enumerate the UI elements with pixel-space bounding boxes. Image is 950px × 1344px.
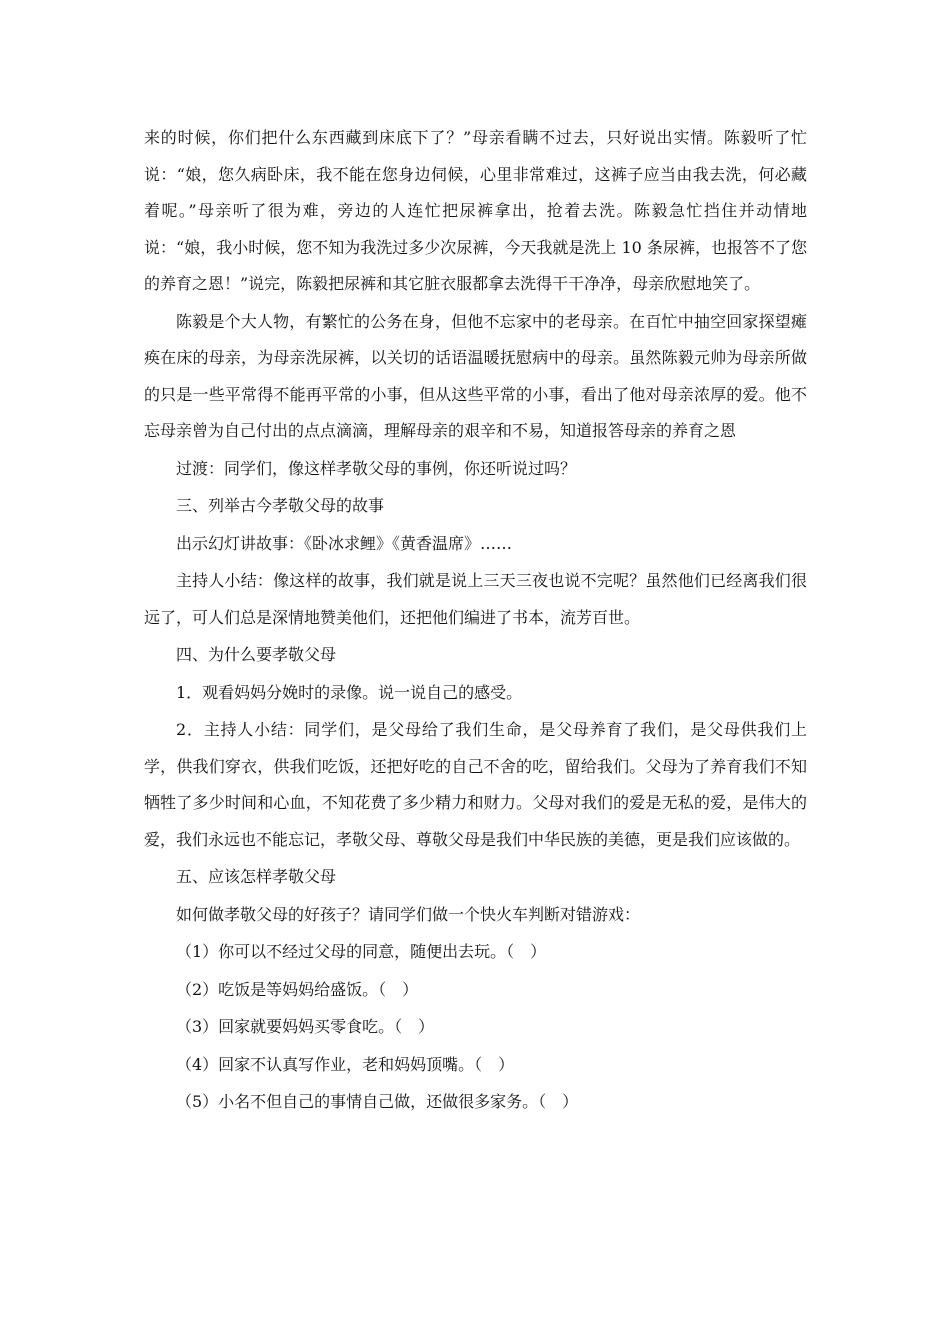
paragraph-transition: 过渡：同学们，像这样孝敬父母的事例，你还听说过吗？ bbox=[176, 458, 577, 478]
document-body bbox=[144, 119, 807, 1121]
section-heading-3: 三、列举古今孝敬父母的故事 bbox=[176, 496, 385, 515]
quiz-item-2: （2）吃饭是等妈妈给盛饭。（ ） bbox=[176, 979, 419, 999]
quiz-item-3: （3）回家就要妈妈买零食吃。（ ） bbox=[176, 1017, 435, 1036]
paragraph-chen-yi-summary: 陈毅是个大人物，有繁忙的公务在身，但他不忘家中的老母亲。在百忙中抽空回家探望瘫痪在床的母亲，为母亲洗尿裤，以关切的话语温暖抚慰病中的母亲。虽然陈毅元帅为母亲所做的只是一些平常得不能再平常的小事，但从这些平常的小事，看出了他对母亲浓厚的爱。他不忘母亲曾为自己付出的点点滴滴，理解母亲的艰辛和不易，知道报答母亲的养育之恩 bbox=[144, 311, 807, 440]
list-item-2: 2．主持人小结：同学们，是父母给了我们生命，是父母养育了我们，是父母供我们上学，供我们穿衣，供我们吃饭，还把好吃的自己不舍的吃，留给我们。父母为了养育我们不知牺牲了多少时间和心血，不知花费了多少精力和财力。父母对我们的爱是无私的爱，是伟大的爱，我们永远也不能忘记，孝敬父母、尊敬父母是我们中华民族的美德，更是我们应该做的。 bbox=[144, 720, 807, 849]
quiz-item-5: （5）小名不但自己的事情自己做，还做很多家务。（ ） bbox=[176, 1092, 579, 1111]
section-heading-5: 五、应该怎样孝敬父母 bbox=[176, 867, 337, 886]
paragraph-slideshow-stories: 出示幻灯讲故事：《卧冰求鲤》《黄香温席》…… bbox=[176, 533, 513, 553]
paragraph-game-intro: 如何做孝敬父母的好孩子？请同学们做一个快火车判断对错游戏： bbox=[176, 904, 641, 924]
list-item-1: 1．观看妈妈分娩时的录像。说一说自己的感受。 bbox=[176, 682, 523, 702]
paragraph-host-summary-1: 主持人小结：像这样的故事，我们就是说上三天三夜也说不完呢？虽然他们已经离我们很远了，可人们总是深情地赞美他们，还把他们编进了书本，流芳百世。 bbox=[144, 571, 807, 627]
quiz-item-4: （4）回家不认真写作业，老和妈妈顶嘴。（ ） bbox=[176, 1054, 515, 1074]
paragraph-chen-yi-story-end: 来的时候，你们把什么东西藏到床底下了？”母亲看瞒不过去，只好说出实情。陈毅听了忙说：“娘，您久病卧床，我不能在您身边伺候，心里非常难过，这裤子应当由我去洗，何必藏着呢。”母亲听了很为难，旁边的人连忙把尿裤拿出，抢着去洗。陈毅急忙挡住并动情地说：“娘，我小时候，您不知为我洗过多少次尿裤，今天我就是洗上 10 条尿裤，也报答不了您的养育之恩！”说完，陈毅把尿裤和其它脏衣服都拿去洗得干干净净，母亲欣慰地笑了。 bbox=[144, 128, 807, 293]
quiz-item-1: （1）你可以不经过父母的同意，随便出去玩。（ ） bbox=[176, 942, 547, 961]
section-heading-4: 四、为什么要孝敬父母 bbox=[176, 645, 337, 664]
